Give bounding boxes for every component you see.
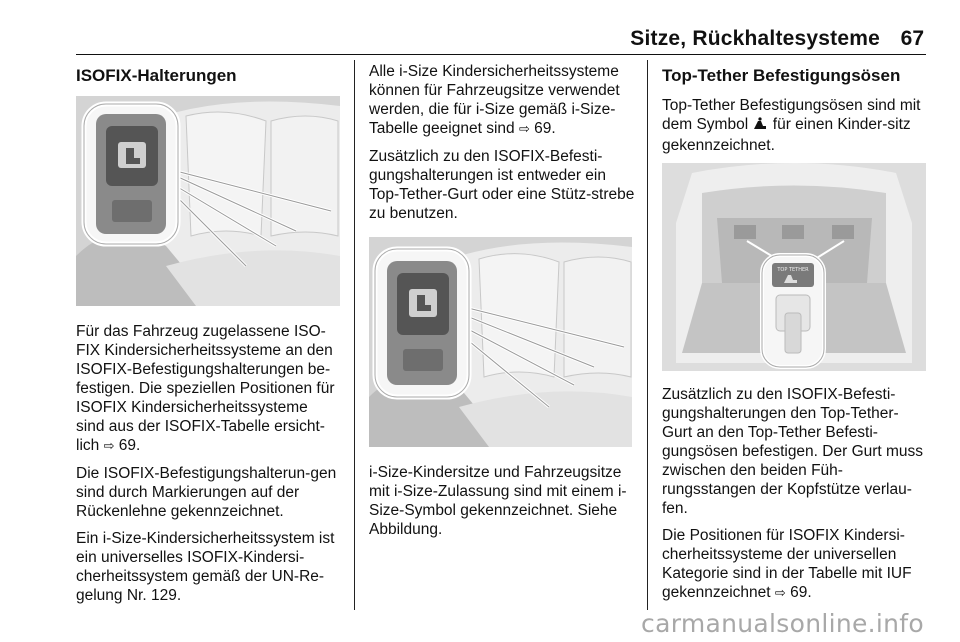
- paragraph: Zusätzlich zu den ISOFIX-Befesti-gungshalterungen ist entweder ein Top-Tether-Gurt oder eine Stütz-strebe zu benutzen.: [369, 148, 635, 222]
- page-number: 67: [900, 27, 924, 50]
- paragraph: Die Positionen für ISOFIX Kindersi-cherheitssysteme der universellen Kategorie sind in der Tabelle mit IUF gekennzeichnet ⇨ 69.: [662, 527, 912, 601]
- section-heading-isofix: ISOFIX-Halterungen: [76, 66, 237, 85]
- paragraph: Zusätzlich zu den ISOFIX-Befesti-gungshalterungen den Top-Tether-Gurt an den Top-Tether Befesti-gungsösen befestigen. Der Gurt muss zwischen den beiden Füh-rungsstangen der Kopfstütze verlau-fen.: [662, 386, 924, 517]
- column-2: [369, 62, 635, 547]
- paragraph: Top-Tether Befestigungsösen sind mit dem Symbol für einen Kinder-sitz gekennzeichnet.: [662, 97, 921, 154]
- paragraph: Für das Fahrzeug zugelassene ISO-FIX Kindersicherheitssysteme an den ISOFIX-Befestigungshalterungen be-festigen. Die speziellen Positionen für ISOFIX Kindersicherheitssysteme sind aus der ISOFIX-Tabelle ersicht-lich ⇨ 69.: [76, 323, 335, 454]
- figure-isize-rear-seat: [369, 237, 632, 447]
- paragraph: Ein i-Size-Kindersicherheitssystem ist ein universelles ISOFIX-Kindersi-cherheitssystem gemäß der UN-Re-gelung Nr. 129.: [76, 530, 335, 604]
- column-divider: [647, 60, 648, 610]
- paragraph: Alle i-Size Kindersicherheitssysteme können für Fahrzeugsitze verwendet werden, die für i-Size gemäß i-Size-Tabelle geeignet sind ⇨ 69.: [369, 63, 620, 137]
- top-tether-tag-label: TOP TETHER: [777, 267, 809, 273]
- section-heading-top-tether: Top-Tether Befestigungsösen: [662, 66, 901, 85]
- page-reference-arrow-icon: ⇨: [774, 586, 786, 601]
- column-1: [76, 62, 340, 613]
- page-reference-arrow-icon: ⇨: [518, 122, 530, 137]
- paragraph: i-Size-Kindersitze und Fahrzeugsitze mit i-Size-Zulassung sind mit einem i-Size-Symbol gekennzeichnet. Siehe Abbildung.: [369, 464, 627, 538]
- header-divider: [76, 54, 926, 55]
- top-tether-icon: [752, 117, 768, 136]
- page-header-title: Sitze, Rückhaltesysteme: [630, 27, 880, 50]
- column-divider: [354, 60, 355, 610]
- watermark: carmanualsonline.info: [641, 609, 924, 638]
- paragraph: Die ISOFIX-Befestigungshalterun-gen sind durch Markierungen auf der Rückenlehne gekennzeichnet.: [76, 465, 337, 520]
- column-3: [662, 62, 928, 611]
- page-reference-arrow-icon: ⇨: [103, 439, 115, 454]
- figure-trunk-top-tether: [662, 163, 926, 371]
- figure-isofix-rear-seat: [76, 96, 340, 306]
